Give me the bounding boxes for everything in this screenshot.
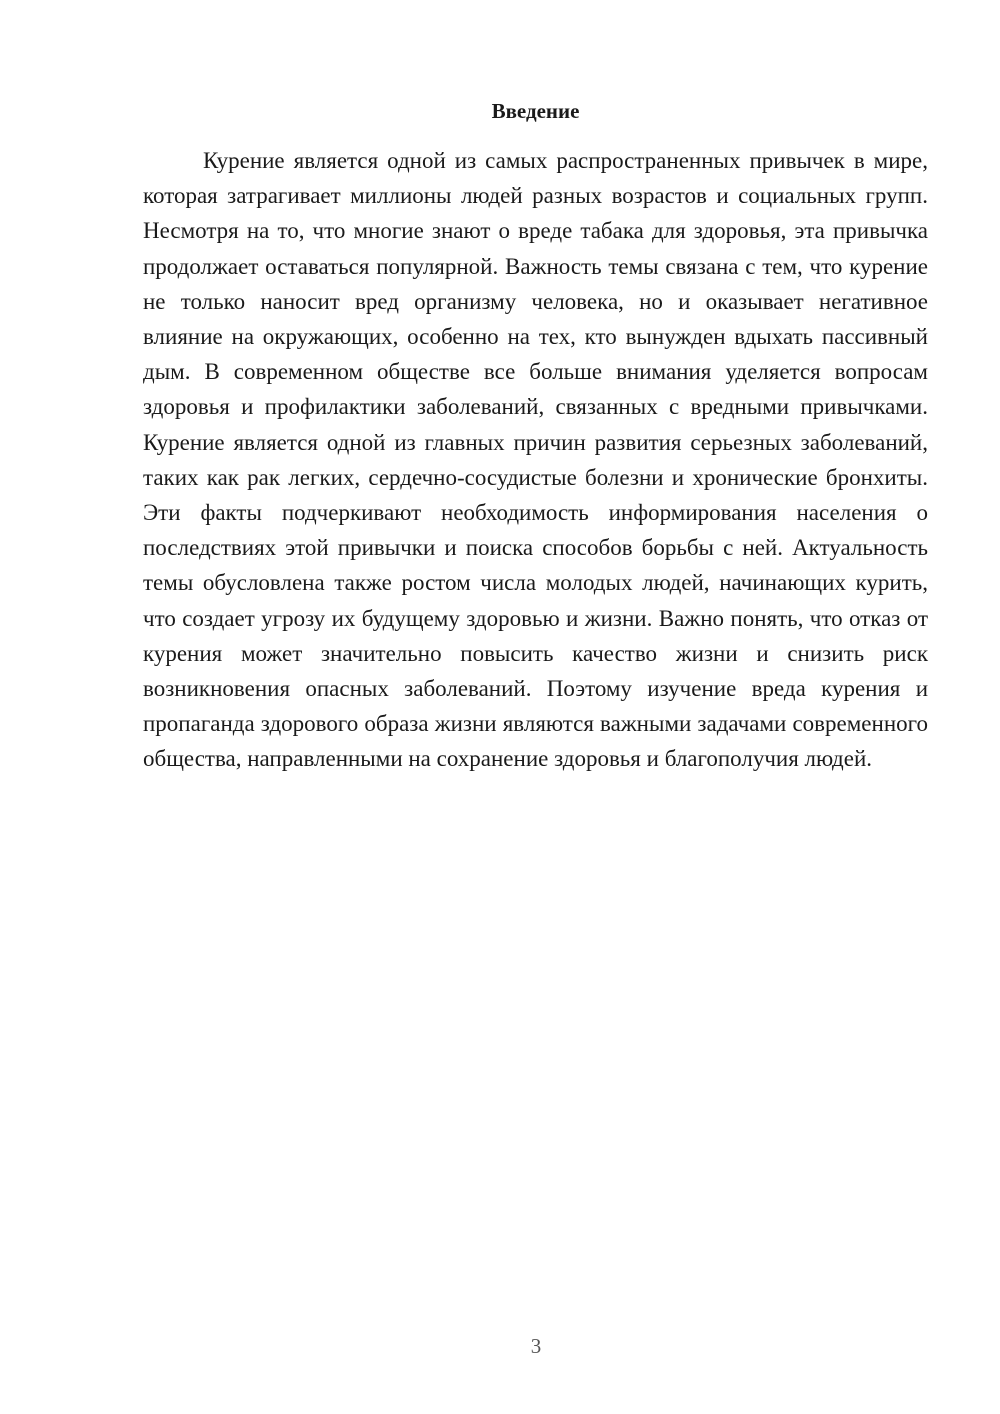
section-heading: Введение — [491, 99, 580, 123]
page-number: 3 — [530, 1334, 542, 1358]
body-paragraph: Курение является одной из самых распространенных привычек в мире, которая затрагивает миллионы людей разных возрастов и социальных групп. Несмотря на то, что многие знают о вреде табака для здоровья, эта привычка продолжает оставаться популярной. Важность темы связана с тем, что курение не только наносит вред организму человека, но и оказывает негативное влияние на окружающих, особенно на тех, кто вынужден вдыхать пассивный дым. В современном обществе все больше внимания уделяется вопросам здоровья и профилактики заболеваний, связанных с вредными привычками. Курение является одной из главных причин развития серьезных заболеваний, таких как рак легких, сердечно-сосудистые болезни и хронические бронхиты. Эти факты подчеркивают необходимость информирования населения о последствиях этой привычки и поиска способов борьбы с ней. Актуальность темы обусловлена также ростом числа молодых людей, начинающих курить, что создает угрозу их будущему здоровью и жизни. Важно понять, что отказ от курения может значительно повысить качество жизни и снизить риск возникновения опасных заболеваний. Поэтому изучение вреда курения и пропаганда здорового образа жизни являются важными задачами современного общества, направленными на сохранение здоровья и благополучия людей. — [143, 148, 928, 772]
